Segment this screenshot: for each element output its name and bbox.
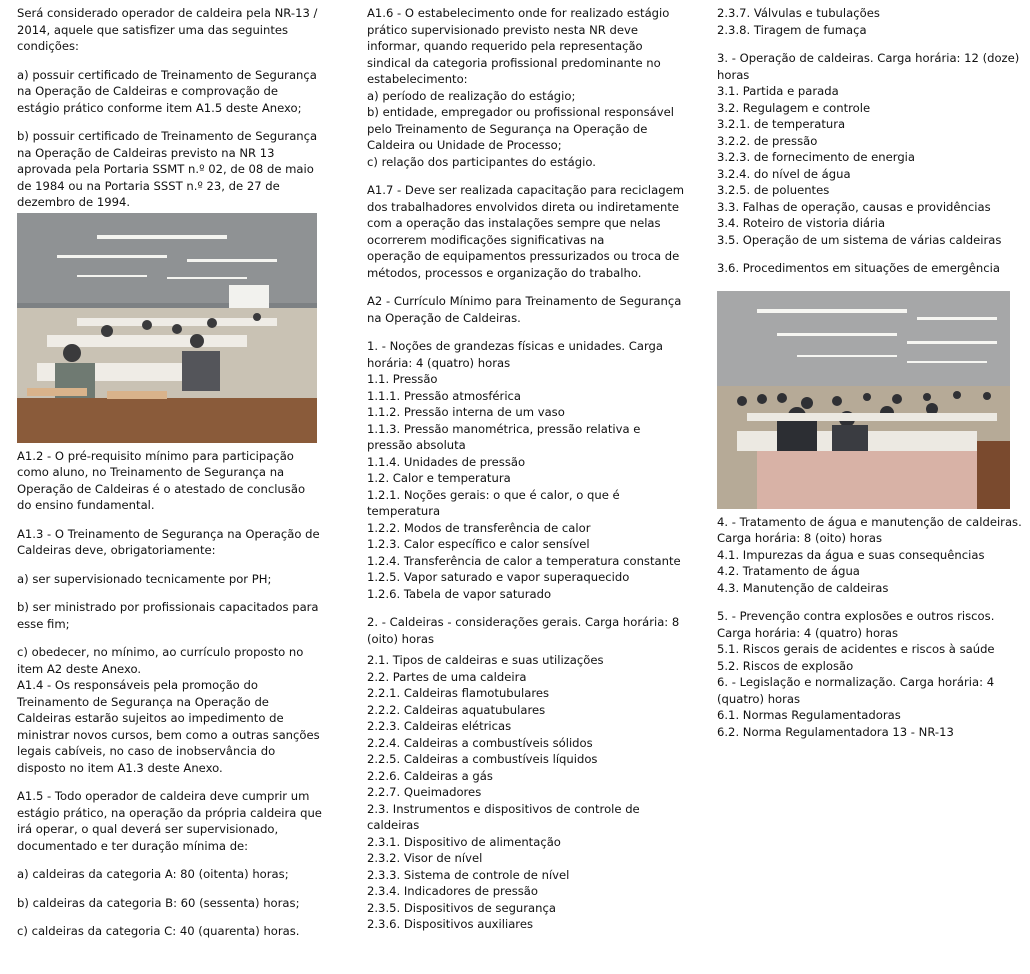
list-item: 6.2. Norma Regulamentadora 13 - NR-13 <box>717 724 954 739</box>
list-item: 1.2.5. Vapor saturado e vapor superaquecido <box>367 570 630 584</box>
column-left <box>17 5 323 940</box>
list-item: 1.1.4. Unidades de pressão <box>367 454 526 469</box>
list-item: 3.5. Operação de um sistema de várias caldeiras <box>717 232 1002 247</box>
section-1-title: 1. - Noções de grandezas físicas e unidades. Carga horária: 4 (quatro) horas <box>367 339 663 370</box>
item-a1-5-a: a) caldeiras da categoria A: 80 (oitenta) horas; <box>17 867 289 881</box>
item-a1-7: A1.7 - Deve ser realizada capacitação para reciclagem dos trabalhadores envolvidos direta ou indiretamente com a operação das instalações sempre que nelas ocorrerem modificações significativas na operação de equipamentos pressurizados ou troca de métodos, processos e organização do trabalho. <box>367 183 685 280</box>
list-item: 3.1. Partida e parada <box>717 84 839 98</box>
list-item: 3.3. Falhas de operação, causas e providências <box>717 199 991 214</box>
list-item: 1.2.1. Noções gerais: o que é calor, o que é temperatura <box>367 487 620 518</box>
list-item: 2.2.3. Caldeiras elétricas <box>367 719 512 733</box>
item-a1-5-c: c) caldeiras da categoria C: 40 (quarenta) horas. <box>17 924 300 938</box>
section-4-list <box>717 547 1023 597</box>
list-item: 3.2.5. de poluentes <box>717 183 830 197</box>
column-right <box>717 5 1023 740</box>
list-item: 3.2.2. de pressão <box>717 133 818 148</box>
list-item: 2.1. Tipos de caldeiras e suas utilizações <box>367 653 604 667</box>
training-classroom-photo <box>17 213 317 443</box>
item-a1-3: A1.3 - O Treinamento de Segurança na Operação de Caldeiras deve, obrigatoriamente: <box>17 526 320 557</box>
list-item: 1.1.3. Pressão manométrica, pressão relativa e pressão absoluta <box>367 421 641 452</box>
list-item: 1.2. Calor e temperatura <box>367 471 511 485</box>
curriculum-heading: A2 - Currículo Mínimo para Treinamento de Segurança na Operação de Caldeiras. <box>367 294 682 325</box>
list-item: 2.3.4. Indicadores de pressão <box>367 884 538 898</box>
list-item: 5.2. Riscos de explosão <box>717 658 854 673</box>
list-item: 2.3.5. Dispositivos de segurança <box>367 900 556 915</box>
column-middle <box>367 5 689 933</box>
list-item: 1.2.4. Transferência de calor a temperatura constante <box>367 553 681 568</box>
list-item: 4.3. Manutenção de caldeiras <box>717 580 889 595</box>
section-5-title: 5. - Prevenção contra explosões e outros riscos. Carga horária: 4 (quatro) horas <box>717 609 995 640</box>
item-a1-2: A1.2 - O pré-requisito mínimo para participação como aluno, no Treinamento de Segurança na Operação de Caldeiras é o atestado de conclusão do ensino fundamental. <box>17 448 306 512</box>
item-3-6: 3.6. Procedimentos em situações de emergência <box>717 261 1000 275</box>
item-a1-5-b: b) caldeiras da categoria B: 60 (sessenta) horas; <box>17 895 300 910</box>
section-2-list-continued <box>717 5 1023 38</box>
item-a1-3-c: c) obedecer, no mínimo, ao currículo proposto no item A2 deste Anexo. <box>17 645 304 676</box>
section-6-title: 6. - Legislação e normalização. Carga horária: 4 (quatro) horas <box>717 675 995 706</box>
list-item: 2.3. Instrumentos e dispositivos de controle de caldeiras <box>367 801 640 832</box>
section-3-list <box>717 83 1023 248</box>
section-2-title: 2. - Caldeiras - considerações gerais. Carga horária: 8 (oito) horas <box>367 615 680 646</box>
list-item: 1.2.2. Modos de transferência de calor <box>367 520 591 535</box>
list-item: 4.1. Impurezas da água e suas consequências <box>717 547 985 562</box>
auditorium-illustration <box>717 291 1010 509</box>
list-item: 2.3.2. Visor de nível <box>367 851 483 865</box>
list-item: 1.1. Pressão <box>367 372 438 386</box>
list-item: 1.1.2. Pressão interna de um vaso <box>367 405 565 419</box>
section-5-list <box>717 641 1023 674</box>
list-item: 2.2.1. Caldeiras flamotubulares <box>367 686 550 700</box>
list-item: 3.2.3. de fornecimento de energia <box>717 150 915 164</box>
list-item: 3.2.1. de temperatura <box>717 117 846 131</box>
list-item: 1.2.6. Tabela de vapor saturado <box>367 586 552 601</box>
list-item: 2.3.8. Tiragem de fumaça <box>717 22 867 37</box>
condition-b: b) possuir certificado de Treinamento de Segurança na Operação de Caldeiras previsto na NR 13 aprovada pela Portaria SSMT n.º 02, de 08 de maio de 1984 ou na Portaria SSST n.º 23, de 27 de dezembro de 1994. <box>17 129 318 209</box>
list-item: 2.2.6. Caldeiras a gás <box>367 768 493 783</box>
list-item: 2.3.3. Sistema de controle de nível <box>367 867 570 882</box>
list-item: 2.3.7. Válvulas e tubulações <box>717 6 880 20</box>
list-item: 3.2.4. do nível de água <box>717 166 851 181</box>
list-item: 3.4. Roteiro de vistoria diária <box>717 216 886 230</box>
item-a1-3-b: b) ser ministrado por profissionais capacitados para esse fim; <box>17 600 319 631</box>
list-item: 3.2. Regulagem e controle <box>717 100 871 115</box>
list-item: 6.1. Normas Regulamentadoras <box>717 708 901 722</box>
item-a1-4: A1.4 - Os responsáveis pela promoção do Treinamento de Segurança na Operação de Caldeiras estarão sujeitos ao impedimento de ministrar novos cursos, bem como a outras sanções legais cabíveis, no caso de inobservância do disposto no item A1.3 deste Anexo. <box>17 678 320 775</box>
item-a1-5: A1.5 - Todo operador de caldeira deve cumprir um estágio prático, na operação da própria caldeira que irá operar, o qual deverá ser supervisionado, documentado e ter duração mínima de: <box>17 789 322 853</box>
list-item: 2.2. Partes de uma caldeira <box>367 669 527 684</box>
section-2-list <box>367 652 689 933</box>
list-item: 2.2.5. Caldeiras a combustíveis líquidos <box>367 752 598 766</box>
list-item: 1.2.3. Calor específico e calor sensível <box>367 537 590 551</box>
condition-a: a) possuir certificado de Treinamento de Segurança na Operação de Caldeiras e comprovação de estágio prático conforme item A1.5 deste Anexo; <box>17 67 317 115</box>
list-item: 1.1.1. Pressão atmosférica <box>367 388 522 403</box>
auditorium-photo <box>717 291 1010 509</box>
section-6-list <box>717 707 1023 740</box>
list-item: 2.2.7. Queimadores <box>367 785 482 799</box>
item-a1-6: A1.6 - O estabelecimento onde for realizado estágio prático supervisionado previsto nesta NR deve informar, quando requerido pela representação sindical da categoria profissional predominante no estabelecimento: a) período de realização do estágio; b) entidade, empregador ou profissional responsável pelo Treinamento de Segurança na Operação de Caldeira ou Unidade de Processo; c) relação dos participantes do estágio. <box>367 6 674 169</box>
list-item: 2.3.1. Dispositivo de alimentação <box>367 834 561 849</box>
list-item: 4.2. Tratamento de água <box>717 564 860 578</box>
section-4-title: 4. - Tratamento de água e manutenção de caldeiras. Carga horária: 8 (oito) horas <box>717 514 1022 545</box>
section-3-title: 3. - Operação de caldeiras. Carga horária: 12 (doze) horas <box>717 51 1020 82</box>
classroom-illustration <box>17 213 317 443</box>
list-item: 2.2.2. Caldeiras aquatubulares <box>367 702 546 717</box>
list-item: 2.3.6. Dispositivos auxiliares <box>367 917 533 931</box>
list-item: 5.1. Riscos gerais de acidentes e riscos à saúde <box>717 642 995 656</box>
section-1-list <box>367 371 689 602</box>
list-item: 2.2.4. Caldeiras a combustíveis sólidos <box>367 735 593 750</box>
item-a1-3-a: a) ser supervisionado tecnicamente por PH; <box>17 571 272 586</box>
intro-paragraph: Será considerado operador de caldeira pela NR-13 / 2014, aquele que satisfizer uma das seguintes condições: <box>17 6 318 53</box>
